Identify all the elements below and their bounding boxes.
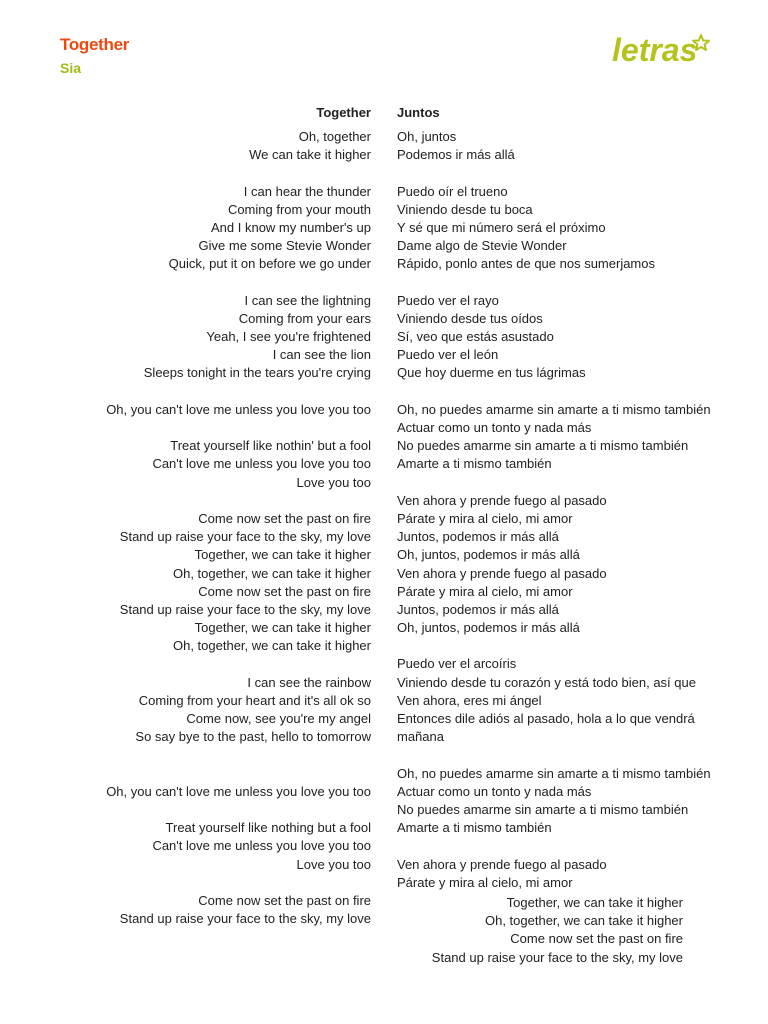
lyric-line: Puedo oír el trueno [397,183,508,199]
song-artist: Sia [60,60,82,76]
lyric-line: Oh, together, we can take it higher [172,638,371,654]
lyric-line: Coming from your ears [238,310,371,326]
blank-line [40,274,371,292]
lyric-line: Párate y mira al cielo, mi amor [397,510,573,526]
lyric-line: Viniendo desde tu boca [397,201,533,217]
lyric-line: Puedo ver el rayo [397,292,499,308]
letras-logo-graphic [612,30,712,72]
lyric-line: Give me some Stevie Wonder [198,238,371,254]
lyric-line: Oh, no puedes amarme sin amarte a ti mismo también [397,765,711,781]
untranslated-tail-lyrics [390,894,683,967]
lyric-line: Sí, veo que estás asustado [397,329,554,345]
lyric-line: Actuar como un tonto y nada más [397,420,592,435]
lyric-line: Stand up raise your face to the sky, my love [119,911,371,927]
lyric-line: Treat yourself like nothing but a fool [165,820,371,836]
lyric-line: Entonces dile adiós al pasado, hola a lo que vendrá [397,711,695,726]
lyric-line: Oh, together, we can take it higher [172,565,371,581]
lyric-line: Dame algo de Stevie Wonder [397,238,567,254]
blank-line [397,746,737,764]
lyric-line: No puedes amarme sin amarte a ti mismo también [397,438,689,454]
lyric-line: Sleeps tonight in the tears you're crying [143,365,371,381]
lyric-line: Podemos ir más allá [397,147,515,163]
lyric-line: Come now set the past on fire [198,510,371,526]
lyric-line: Ven ahora y prende fuego al pasado [397,492,607,508]
lyric-line: Yeah, I see you're frightened [206,329,371,345]
lyric-line: Come now set the past on fire [198,583,371,599]
blank-line [40,801,371,819]
lyric-line: Love you too [296,856,371,872]
lyric-line: Juntos, podemos ir más allá [397,601,559,617]
lyric-line: Ven ahora, eres mi ángel [397,692,542,708]
lyric-line: Together, we can take it higher [506,895,683,910]
lyric-line: Oh, no puedes amarme sin amarte a ti mismo también [397,401,711,417]
lyric-line: Love you too [296,474,371,490]
lyric-line: Oh, together, we can take it higher [484,913,683,929]
lyric-line: Y sé que mi número será el próximo [397,219,606,235]
lyric-line: Oh, you can't love me unless you love you too [106,401,371,417]
song-title: Together [60,35,130,54]
lyric-line: Treat yourself like nothin' but a fool [170,438,371,454]
lyric-line: Stand up raise your face to the sky, my love [119,601,371,617]
lyric-line: Viniendo desde tus oídos [397,310,543,326]
original-heading: Together [316,105,371,120]
blank-line [40,655,371,673]
lyric-line: Quick, put it on before we go under [168,256,371,272]
lyric-line: Viniendo desde tu corazón y está todo bien, así que [397,674,696,690]
lyric-line: Come now, see you're my angel [186,711,371,726]
lyric-line: Amarte a ti mismo también [397,820,552,836]
translation-lyrics-column [397,104,737,892]
blank-line [40,164,371,182]
lyric-line: I can see the lightning [244,292,371,308]
translation-lyrics [397,128,737,892]
lyric-line: Come now set the past on fire [198,892,371,908]
lyric-line: I can see the lion [272,347,371,363]
lyric-line: Puedo ver el león [397,347,499,363]
lyric-line: Rápido, ponlo antes de que nos sumerjamos [397,256,655,272]
letras-logo[interactable] [612,30,712,72]
lyric-line: So say bye to the past, hello to tomorrow [135,729,371,745]
original-lyrics [40,128,371,928]
lyric-line: Puedo ver el arcoíris [397,656,517,672]
blank-line [397,474,737,492]
lyric-line: Ven ahora y prende fuego al pasado [397,856,607,872]
lyric-line: Oh, you can't love me unless you love you too [106,783,371,799]
lyric-line: Coming from your heart and it's all ok so [138,692,371,708]
lyric-line: Oh, juntos, podemos ir más allá [397,547,580,563]
lyric-line: Oh, juntos [397,129,457,144]
blank-line [397,837,737,855]
lyric-line: Amarte a ti mismo también [397,456,552,472]
lyric-line: Together, we can take it higher [194,620,371,636]
lyric-line: Can't love me unless you love you too [152,456,371,472]
lyric-line: Párate y mira al cielo, mi amor [397,874,573,890]
lyric-line: Ven ahora y prende fuego al pasado [397,565,607,581]
lyric-line: Stand up raise your face to the sky, my love [431,949,683,965]
lyric-line: Coming from your mouth [227,201,371,217]
lyric-line: We can take it higher [249,147,371,163]
lyric-line: Actuar como un tonto y nada más [397,783,592,799]
blank-line [40,492,371,510]
blank-line [40,746,371,764]
lyric-line: Come now set the past on fire [510,931,683,947]
original-lyrics-column [40,104,371,928]
blank-line [40,874,371,892]
lyric-line: And I know my number's up [211,219,371,235]
translation-heading: Juntos [397,105,440,120]
lyric-line: Stand up raise your face to the sky, my love [119,529,371,545]
lyric-line: Juntos, podemos ir más allá [397,529,559,545]
blank-line [397,637,737,655]
lyric-line: I can hear the thunder [243,183,371,199]
lyric-line: I can see the rainbow [247,674,371,690]
blank-line [397,383,737,401]
blank-line [397,164,737,182]
lyric-line: Párate y mira al cielo, mi amor [397,583,573,599]
blank-line [40,419,371,437]
logo-text: letras [612,32,698,68]
blank-line [40,765,371,783]
blank-line [397,274,737,292]
lyric-line: Oh, juntos, podemos ir más allá [397,620,580,636]
lyric-line: Que hoy duerme en tus lágrimas [397,365,586,381]
blank-line [40,383,371,401]
lyric-line: Oh, together [298,129,371,144]
lyric-line: Can't love me unless you love you too [152,838,371,854]
lyric-line: No puedes amarme sin amarte a ti mismo también [397,801,689,817]
lyric-line: Together, we can take it higher [194,547,371,563]
lyric-line: mañana [397,729,444,745]
